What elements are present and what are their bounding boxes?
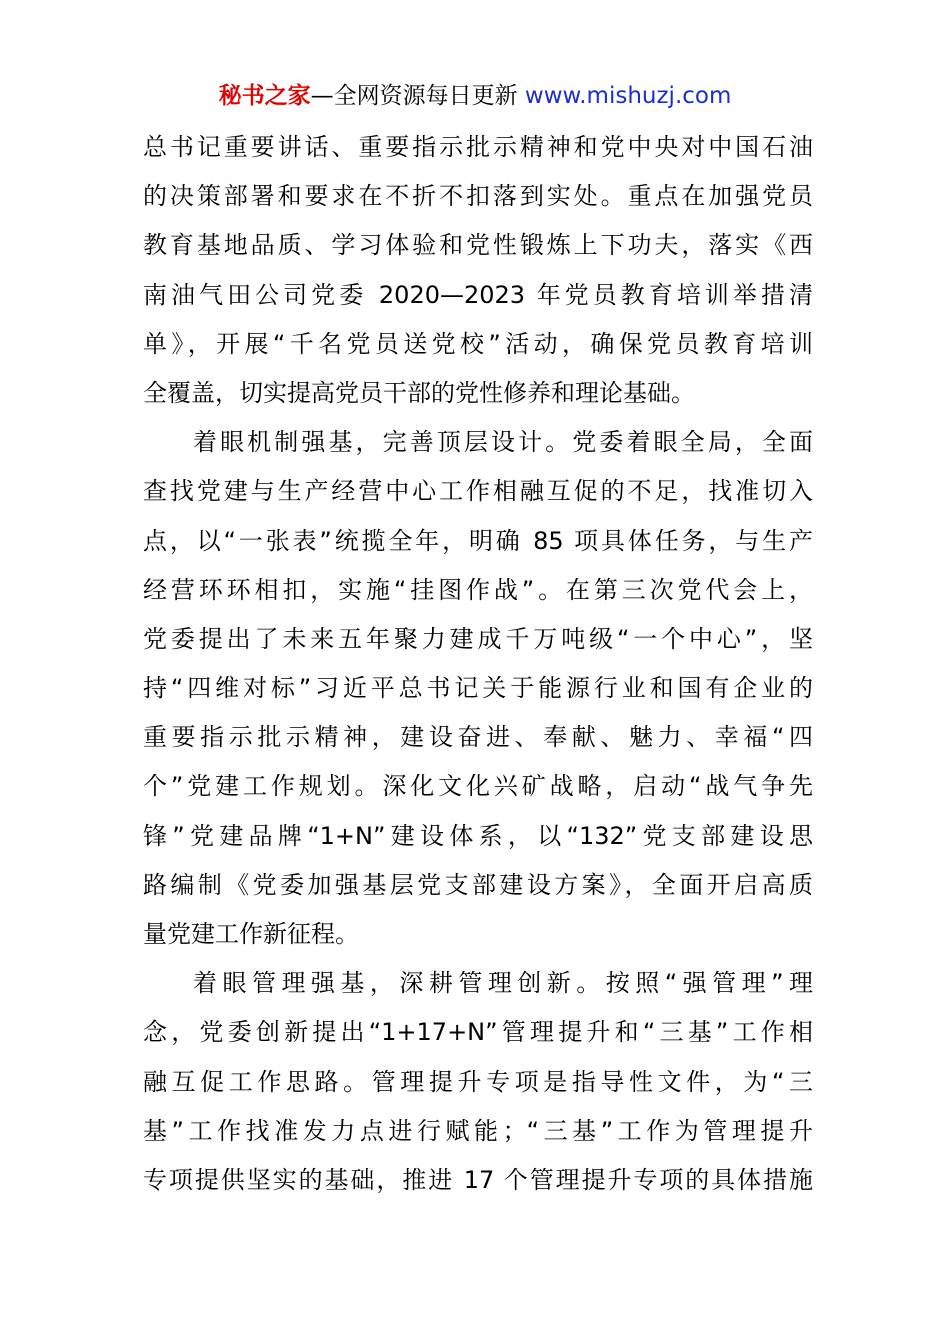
paragraph-first-line: 着眼机制强基，完善顶层设计。党委着眼全局，全面 xyxy=(193,428,813,457)
site-header xyxy=(0,80,950,112)
body-line: 全覆盖，切实提高党员干部的党性修养和理论基础。 xyxy=(143,378,695,407)
body-line: 点，以“一张表”统揽全年，明确 85 项具体任务，与生产 xyxy=(143,526,813,555)
body-line: 南油气田公司党委 2020—2023 年党员教育培训举措清 xyxy=(143,280,813,309)
body-line: 融互促工作思路。管理提升专项是指导性文件，为“三 xyxy=(143,1067,813,1096)
body-line: 经营环环相扣，实施“挂图作战”。在第三次党代会上， xyxy=(143,575,813,604)
document-body xyxy=(143,128,813,1210)
site-brand: 秘书之家 xyxy=(218,83,311,109)
body-line: 的决策部署和要求在不折不扣落到实处。重点在加强党员 xyxy=(143,182,813,211)
body-line: 重要指示批示精神，建设奋进、奉献、魅力、幸福“四 xyxy=(143,723,813,752)
body-line: 念，党委创新提出“1+17+N”管理提升和“三基”工作相 xyxy=(143,1018,813,1047)
body-line: 党委提出了未来五年聚力建成千万吨级“一个中心”，坚 xyxy=(143,624,813,653)
body-line: 个”党建工作规划。深化文化兴矿战略，启动“战气争先 xyxy=(143,772,813,801)
body-line: 教育基地品质、学习体验和党性锻炼上下功夫，落实《西 xyxy=(143,231,813,260)
body-line: 单》，开展“千名党员送党校”活动，确保党员教育培训 xyxy=(143,329,813,358)
site-url-link[interactable]: www.mishuzj.com xyxy=(524,83,732,109)
site-tagline: —全网资源每日更新 xyxy=(310,83,518,109)
body-line: 总书记重要讲话、重要指示批示精神和党中央对中国石油 xyxy=(143,133,813,161)
body-line: 持“四维对标”习近平总书记关于能源行业和国有企业的 xyxy=(143,674,813,703)
body-line: 专项提供坚实的基础，推进 17 个管理提升专项的具体措施 xyxy=(143,1165,813,1194)
body-line: 量党建工作新征程。 xyxy=(143,920,359,948)
body-line: 基”工作找准发力点进行赋能；“三基”工作为管理提升 xyxy=(143,1116,813,1145)
body-line: 路编制《党委加强基层党支部建设方案》，全面开启高质 xyxy=(143,870,813,899)
body-line: 查找党建与生产经营中心工作相融互促的不足，找准切入 xyxy=(143,477,813,506)
paragraph-first-line: 着眼管理强基，深耕管理创新。按照“强管理”理 xyxy=(193,969,813,998)
body-line: 锋”党建品牌“1+N”建设体系，以“132”党支部建设思 xyxy=(143,821,813,850)
